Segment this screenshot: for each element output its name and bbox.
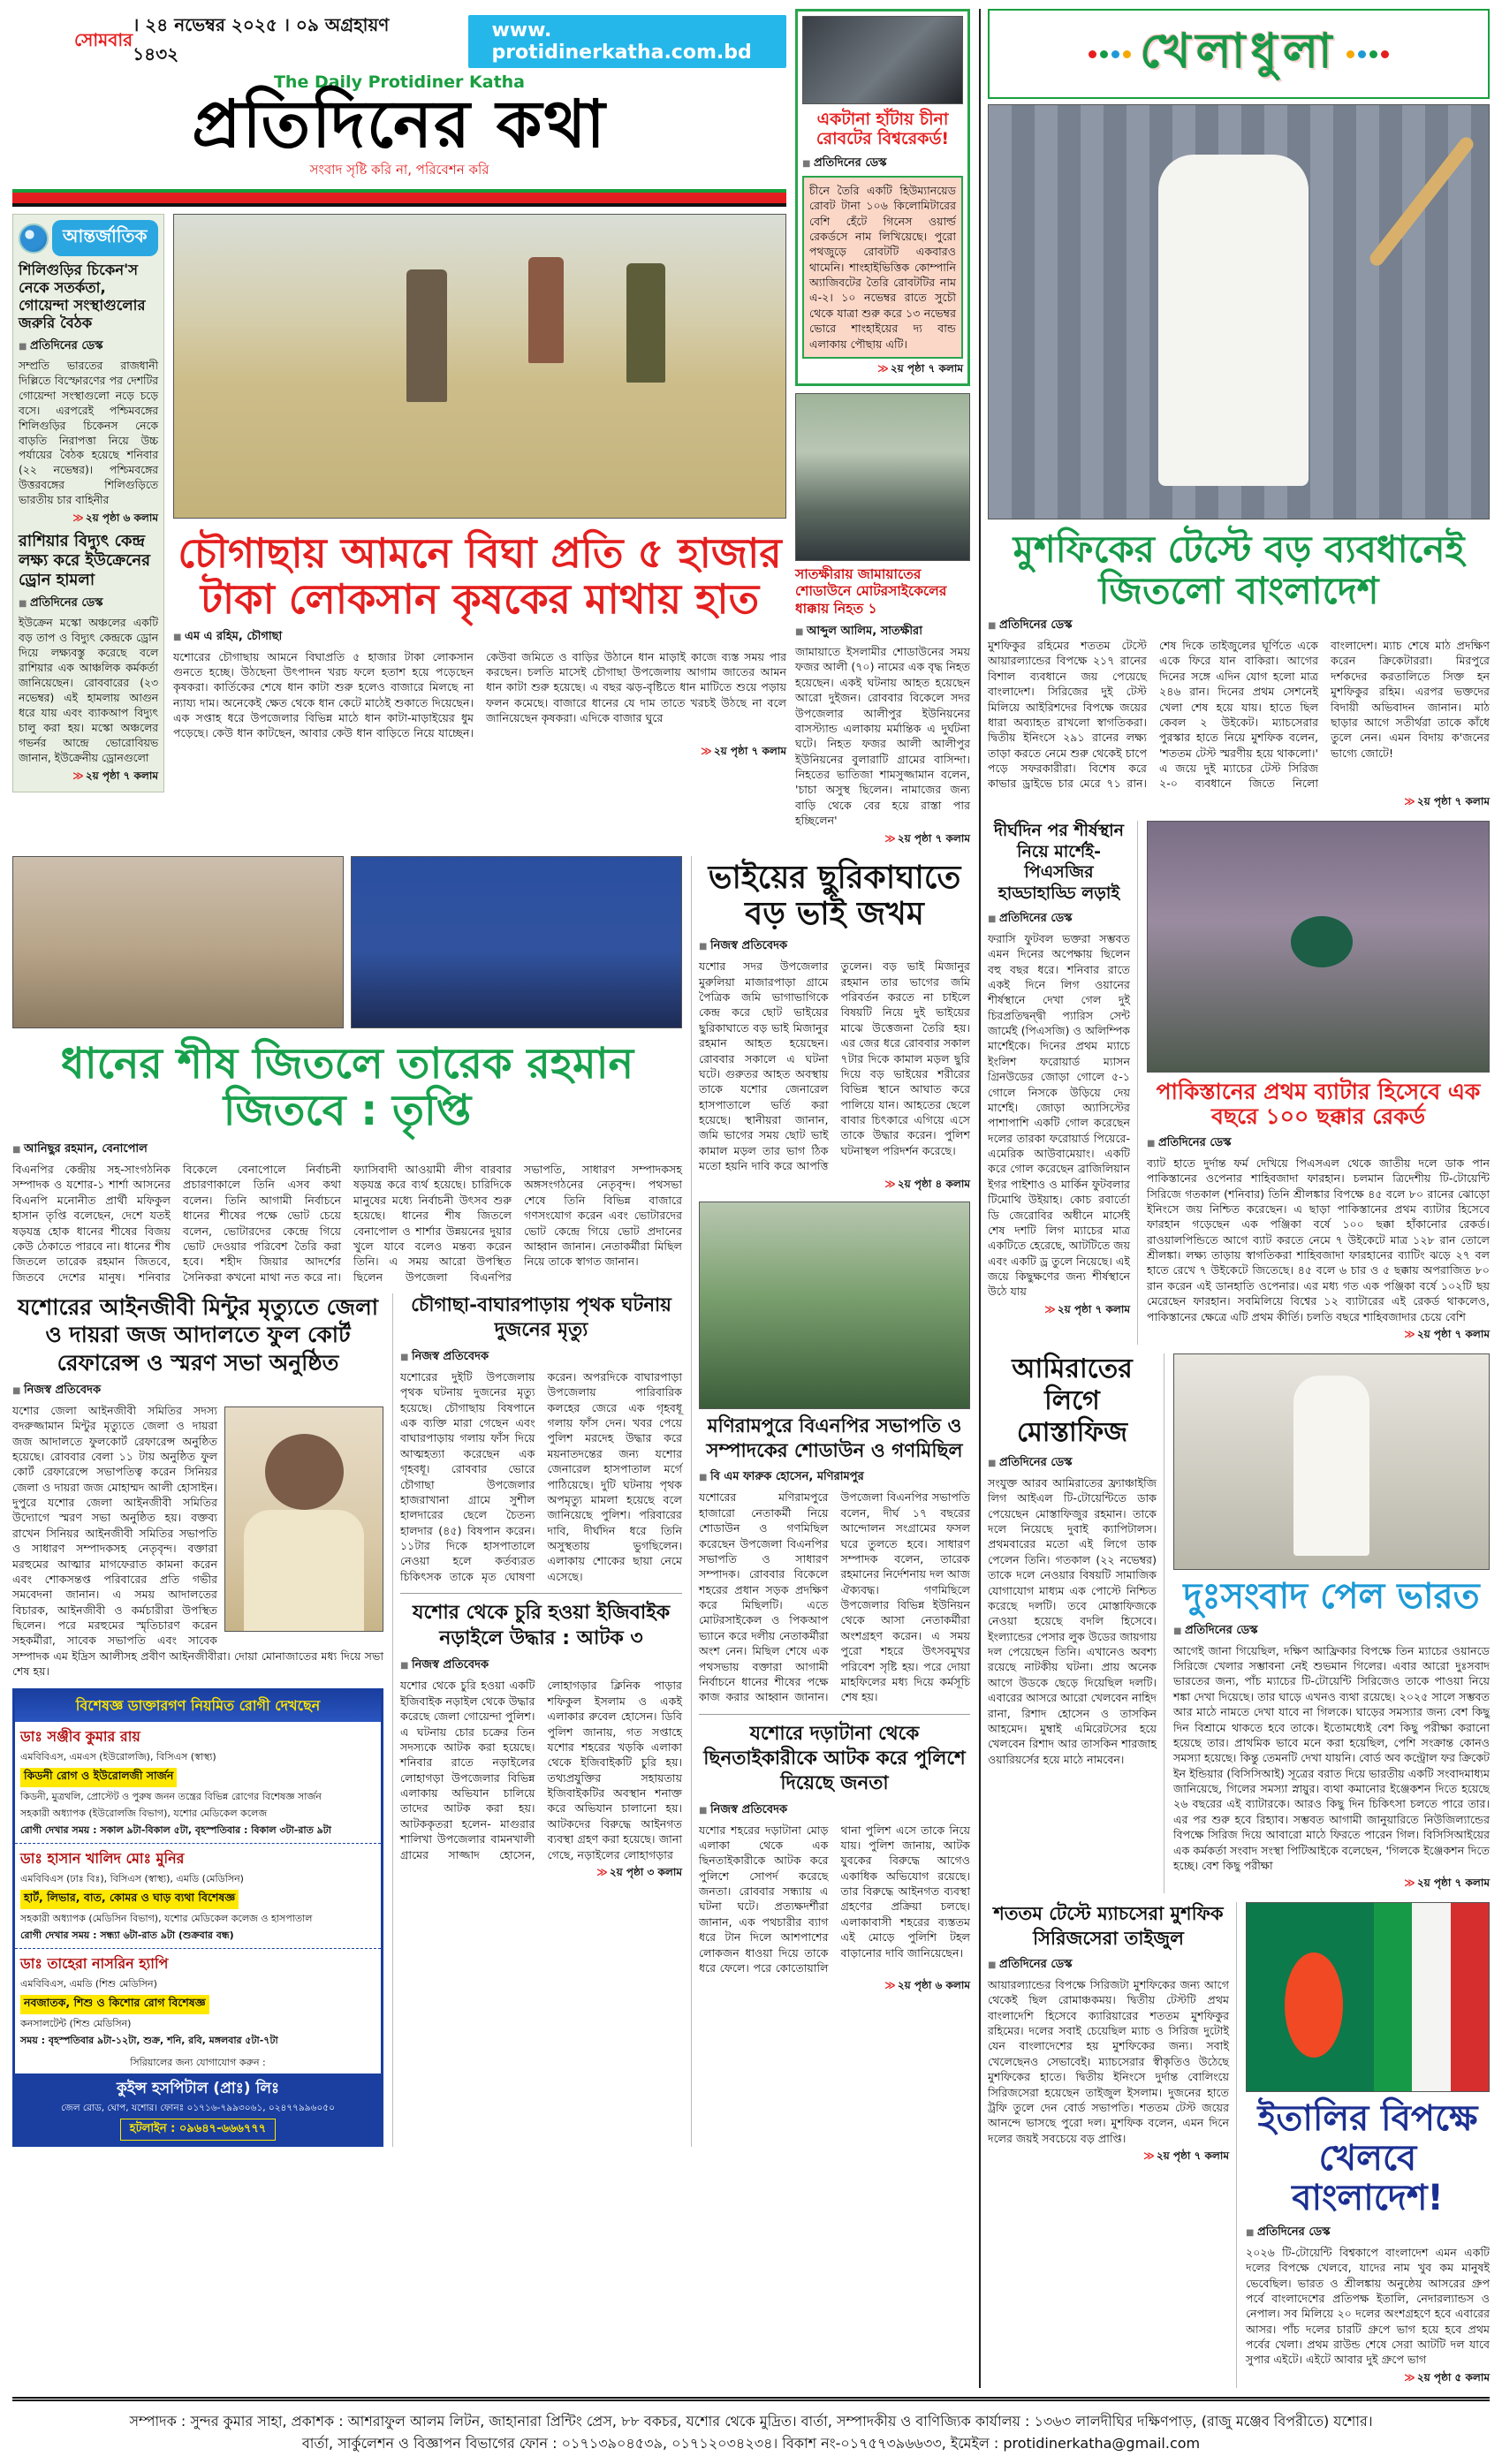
- india-byline: ■ প্রতিদিনের ডেস্ক: [1173, 1622, 1490, 1641]
- sports-banner: [988, 9, 1490, 99]
- photo-campaign-crowd: [12, 856, 344, 1028]
- satkhira-headline: সাতক্ষীরায় জামায়াতের শোডাউনে মোটরসাইকেলের ধাক্কায় নিহত ১: [795, 565, 947, 617]
- intl-byline-2: ■ প্রতিদিনের ডেস্ক: [19, 595, 158, 613]
- photo-lawyer-portrait: [224, 1406, 383, 1632]
- section-international: আন্তর্জাতিক: [52, 220, 158, 256]
- chougacha-deaths-byline: ■ নিজস্ব প্রতিবেদক: [400, 1348, 682, 1367]
- sports-decor-icons: [1089, 50, 1131, 58]
- monirampur-body: যশোরের মণিরামপুরে হাজারো নেতাকর্মী নিয়ে শোডাউন ও গণমিছিল করেছেন উপজেলা বিএনপির সভাপতি ও সাধারণ সম্পাদক। রোববার বিকেলে শহরের প্রধান সড়ক প্রদক্ষিণ করে মিছিলটি। এতে মোটরসাইকেল ও পিকআপ ভ্যানে করে দলীয় নেতাকর্মীরা অংশ নেন। মিছিল শেষে এক পথসভায় বক্তারা আগামী নির্বাচনে ধানের শীষের পক্ষে কাজ করার আহ্বান জানান। উপজেলা বিএনপির সভাপতি বলেন, দীর্ঘ ১৭ বছরের আন্দোলন সংগ্রামের ফসল ঘরে তুলতে হবে। সাধারণ সম্পাদক বলেন, তারেক রহমানের নির্দেশনায় দল আজ ঐক্যবদ্ধ। গণমিছিলে উপজেলার বিভিন্ন ইউনিয়ন থেকে আসা নেতাকর্মীরা অংশগ্রহণ করেন। এ সময় পুরো শহরে উৎসবমুখর পরিবেশ সৃষ্টি হয়। পরে দোয়া মাহফিলের মধ্য দিয়ে কর্মসূচি শেষ হয়।: [699, 1490, 970, 1704]
- ad-doctor-1: [15, 1722, 381, 1844]
- website-url[interactable]: www. protidinerkatha.com.bd: [468, 15, 786, 68]
- pak-record-headline: পাকিস্তানের প্রথম ব্যাটার হিসেবে এক বছরে ১০০ ছক্কার রেকর্ড: [1156, 1078, 1481, 1129]
- shototom-byline: ■ প্রতিদিনের ডেস্ক: [988, 1956, 1229, 1975]
- left-zone: [12, 9, 970, 2388]
- marseille-column: [988, 821, 1138, 1345]
- international-box: [12, 214, 164, 792]
- sports-banner-label: খেলাধুলা: [1140, 23, 1338, 79]
- intl-byline-1: ■ প্রতিদিনের ডেস্ক: [19, 337, 158, 356]
- doctor-hours: রোগী দেখার সময় : সন্ধ্যা ৬টা-রাত ৯টা (শুক্রবার বন্ধ): [20, 1929, 234, 1941]
- marseille-headline: দীর্ঘদিন পর শীর্ষস্থান নিয়ে মার্শেই-পিএসজির হাড্ডাহাড্ডি লড়াই: [993, 820, 1125, 904]
- india-body: আগেই জানা গিয়েছিল, দক্ষিণ আফ্রিকার বিপক্ষে তিন ম্যাচের ওয়ানডে সিরিজে খেলার সম্ভাবনা নেই শুভমান গিলের। এবার আরো দুঃসবাদ ভারতের জন্য, পাঁচ ম্যাচের টি-টোয়েন্টি সিরিজেও তাকে পাওয়া নিয়ে শঙ্কা দেখা দিয়েছে। তার ঘাড়ে এখনও ব্যথা রয়েছে। ২০২৫ সালে সম্ভবত আর মাঠে নামতে দেখা যাবে না গিলকে। ঘাড়ের সমস্যার জন্য বেশ কিছু দিন বিশ্রামে থাকতে হবে তাকে। ইতোমধ্যেই বেশ কিছু পরীক্ষা করানো হয়েছে তার। প্রাথমিক ভাবে মনে করা হয়েছিল, পেশি সংক্রান্ত কোনও সমস্যা হয়েছে। কিন্তু তেমনটি দেখা যায়নি। বোর্ড অব কন্ট্রোল ফর ক্রিকেট ইন ইন্ডিয়ার (বিসিসিআই) সূত্রের বরাত দিয়ে ভারতীয় একটি সংবাদমাধ্যম জানিয়েছে, গিলের সমস্যা স্নায়ুর। ব্যথা কমানোর ইঞ্জেকশন দিতে হয়েছে ২৬ বছরের এই ব্যাটারকে। আরও কিছু দিন চিকিৎসা চলতে পারে তার। এর পর শুরু হবে রিহ্যাব। সম্ভবত আগামী জানুয়ারিতে নিউজিল্যান্ডের বিপক্ষে সিরিজ দিয়ে আবারো মাঠে ফিরতে পারেন গিল। বিসিসিআইয়ের এক কর্মকর্তা সংবাদ সংস্থা পিটিআইকে বলেছেন, 'গিলকে ইঞ্জেকশন দিতে হচ্ছে। বেশ কিছু পরীক্ষা: [1173, 1643, 1490, 1872]
- tricolor-rule: [12, 189, 786, 208]
- page-ref: ≫ ২য় পৃষ্ঠা ৩ কলাম: [596, 1865, 682, 1878]
- newspaper-logo: প্রতিদিনের কথা: [192, 87, 607, 163]
- doratana-byline: ■ নিজস্ব প্রতিবেদক: [699, 1801, 970, 1820]
- date-text: । ২৪ নভেম্বর ২০২৫ । ০৯ অগ্রহায়ণ ১৪৩২: [133, 14, 390, 64]
- monirampur-byline: ■ বি এম ফারুক হোসেন, মণিরামপুর: [699, 1468, 970, 1487]
- ad-doctor-3: [15, 1949, 381, 2053]
- ezibike-headline: যশোর থেকে চুরি হওয়া ইজিবাইক নড়াইলে উদ্ধার : আটক ৩: [400, 1593, 682, 1651]
- doctor-name: ডাঃ সঞ্জীব কুমার রায়: [20, 1727, 140, 1745]
- doctor-credentials: এমবিবিএস, এমএস (ইউরোলজি), বিসিএস (স্বাস্থ্য): [20, 1750, 216, 1763]
- mushfiq-body: মুশফিকুর রহিমের শততম টেস্টে আয়ারল্যান্ডের বিপক্ষে ২১৭ রানের বিশাল ব্যবধানে জয় পেয়েছে বাংলাদেশ। সিরিজের দুই টেস্ট মিলিয়ে আইরিশদের বিপক্ষে জয়ের ধারা অব্যাহত রাখলো স্বাগতিকরা। দ্বিতীয় ইনিংসে ২৯১ রানের লক্ষ্য তাড়া করতে নেমে শুরু থেকেই চাপে পড়ে সফরকারীরা। বিশেষ করে কাভার ড্রাইভে চার মেরে ৭১ রান। শেষ দিকে তাইজুলের ঘূর্ণিতে একে একে ফিরে যান বাকিরা। আগের দিনের সঙ্গে এদিন যোগ হলো মাত্র ২৪৬ রান। দিনের প্রথম সেশনেই খেলা শেষ হয়ে যায়। হাতে ছিল কেবল ২ উইকেট। ম্যাচসেরার পুরস্কার হাতে নিয়ে মুশফিক বলেন, 'শততম টেস্ট স্মরণীয় হয়ে থাকলো।' এ জয়ে দুই ম্যাচের টেস্ট সিরিজ ২-০ ব্যবধানে জিতে নিলো বাংলাদেশ। ম্যাচ শেষে মাঠ প্রদক্ষিণ করেন ক্রিকেটাররা। মিরপুরে দর্শকদের করতালিতে সিক্ত হন মুশফিকুর রহিম। এরপর ভক্তদের বিদায়ী অভিবাদন জানান। মাঠ ছাড়ার আগে সতীর্থরা তাকে কাঁধে তুলে নেন। এমন বিদায় ক'জনের ভাগ্যে জোটে!: [988, 639, 1490, 791]
- intl-body-2: ইউক্রেন মস্কো অঞ্চলের একটি বড় তাপ ও বিদ্যুৎ কেন্দ্রকে ড্রোন দিয়ে লক্ষ্যবস্তু করেছে বলে রাশিয়ার এক আঞ্চলিক কর্মকর্তা জানিয়েছেন। রোববারের (২৩ নভেম্বর) এই হামলায় আগুন ধরে যায় এবং ব্যাকআপ বিদ্যুৎ চালু করা হয়। মস্কো অঞ্চলের গভর্নর আন্দ্রে ভোরোবিয়ভ জানান, ইউক্রেনীয় ড্রোনগুলো: [19, 617, 158, 764]
- shototom-body: আয়ারল্যান্ডের বিপক্ষে সিরিজটা মুশফিকের জন্য আগে থেকেই ছিল রোমাঞ্চকময়। দ্বিতীয় টেস্টটি প্রথম বাংলাদেশি হিসেবে ক্যারিয়ারের শততম মুশফিকুর রহিমের। দলের সবাই চেয়েছিল ম্যাচ ও সিরিজ দুটোই যেন বাংলাদেশের হয় মুশফিকের জন্য। সবাই খেলেছেনও সেভাবেই। ম্যাচসেরার স্বীকৃতিও উঠেছে মুশফিকের হাতে। দ্বিতীয় ইনিংসে দুর্দান্ত বোলিংয়ে সিরিজসেরা হয়েছেন তাইজুল ইসলাম। দুজনের হাতে ট্রফি তুলে দেন বোর্ড সভাপতি। শততম টেস্ট জয়ের আনন্দে ভাসছে পুরো দল। মুশফিক বলেন, এমন দিনে দলের জয়ই সবচেয়ে বড় প্রাপ্তি।: [988, 1977, 1229, 2145]
- masthead-and-lead: [12, 9, 786, 849]
- column-minto-ad: [12, 1293, 383, 2147]
- india-column: [1173, 1353, 1490, 1893]
- masthead: [12, 72, 786, 182]
- italy-headline: ইতালির বিপক্ষে খেলবে বাংলাদেশ!: [1257, 2098, 1478, 2218]
- monirampur-headline: মণিরামপুরে বিএনপির সভাপতি ও সম্পাদকের শোডাউন ও গণমিছিল: [706, 1414, 963, 1462]
- pak-record-column: [1147, 821, 1490, 1345]
- intl-headline-2: রাশিয়ার বিদ্যুৎ কেন্দ্র লক্ষ্য করে ইউক্রেনের ড্রোন হামলা: [19, 532, 151, 589]
- photo-mushfiq-batting: [988, 104, 1490, 519]
- page-ref: ≫ ২য় পৃষ্ঠা ৭ কলাম: [877, 361, 963, 375]
- dateline: [12, 9, 786, 71]
- satkhira-byline: ■ আব্দুল আলিম, সাতক্ষীরা: [795, 623, 970, 641]
- doctor-specialty: হার্ট, লিভার, বাত, কোমর ও ঘাড় ব্যথা বিশেষজ্ঞ: [20, 1890, 239, 1909]
- photo-motorcade: [795, 393, 970, 561]
- bhai-headline: ভাইয়ের ছুরিকাঘাতে বড় ভাই জখম: [708, 859, 961, 932]
- page-ref: ≫ ২য় পৃষ্ঠা ৬ কলাম: [72, 512, 158, 525]
- mustafiz-column: [988, 1353, 1164, 1893]
- page-ref: ≫ ২য় পৃষ্ঠা ৬ কলাম: [884, 1979, 970, 1992]
- doctor-detail: সহকারী অধ্যাপক (মেডিসিন বিভাগ), যশোর মেডিকেল কলেজ ও হাসপাতাল: [20, 1912, 313, 1924]
- doctor-credentials: এমবিবিএস (ঢাঃ বিঃ), বিসিএস (স্বাস্থ্য), এমডি (মেডিসিন): [20, 1872, 244, 1884]
- mushfiq-headline: মুশফিকের টেস্টে বড় ব্যবধানেই জিতলো বাংলাদেশ: [1013, 527, 1465, 613]
- photo-bangladesh-italy-flags: [1246, 1902, 1490, 2092]
- page-ref: ≫ ২য় পৃষ্ঠা ৭ কলাম: [1044, 1302, 1130, 1315]
- doctor-detail: সহকারী অধ্যাপক (ইউরোলজি বিভাগ), যশোর মেডিকেল কলেজ: [20, 1807, 268, 1819]
- robot-story-box: [795, 9, 970, 386]
- intl-headline-1: শিলিগুড়ির চিকেন'স নেকে সতর্কতা, গোয়েন্দা সংস্থাগুলোর জরুরি বৈঠক: [19, 262, 146, 331]
- dhaner-shish-headline: ধানের শীষ জিতলে তারেক রহমান জিতবে : তৃপ্তি: [60, 1038, 634, 1136]
- center-column: [795, 9, 970, 849]
- chougacha-deaths-headline: চৌগাছা-বাঘারপাড়ায় পৃথক ঘটনায় দুজনের মৃত্যু: [411, 1294, 671, 1341]
- pak-record-byline: ■ প্রতিদিনের ডেস্ক: [1147, 1134, 1490, 1153]
- doctor-specialty: কিডনী রোগ ও ইউরোলজী সার্জন: [20, 1768, 177, 1787]
- page-ref: ≫ ২য় পৃষ্ঠা ৭ কলাম: [701, 744, 786, 757]
- chougacha-deaths-body: যশোরের দুইটি উপজেলায় পৃথক ঘটনায় দুজনের মৃত্যু হয়েছে। চৌগাছায় বিষপানে এক ব্যক্তি মারা গেছেন এবং বাঘারপাড়ায় গলায় ফাঁস দিয়ে আত্মহত্যা করেছেন এক গৃহবধূ। রোববার ভোরে চৌগাছা উপজেলার হাজরাখানা গ্রামে সুশীল হালদারের ছেলে চৈতন্য হালদার (৪৫) বিষপান করেন। ১১টার দিকে হাসপাতালে নেওয়া হলে কর্তব্যরত চিকিৎসক তাকে মৃত ঘোষণা করেন। অপরদিকে বাঘারপাড়া উপজেলায় পারিবারিক কলহের জেরে এক গৃহবধূ গলায় ফাঁস দেন। খবর পেয়ে পুলিশ মরদেহ উদ্ধার করে ময়নাতদন্তের জন্য যশোর জেনারেল হাসপাতাল মর্গে পাঠিয়েছে। দুটি ঘটনায় পৃথক অপমৃত্যু মামলা হয়েছে বলে জানিয়েছে পুলিশ। পরিবারের দাবি, দীর্ঘদিন ধরে তিনি অসুস্থতায় ভুগছিলেন। এলাকায় শোকের ছায়া নেমে এসেছে।: [400, 1369, 682, 1583]
- doctor-detail: কিডনী, মুত্রথলি, প্রোস্টেট ও পুরুষ জনন তন্ত্রের বিভিন্ন রোগের বিশেষজ্ঞ সার্জন: [20, 1790, 322, 1802]
- column-crime: [392, 1293, 682, 2147]
- dhaner-shish-byline: ■ আনিছুর রহমান, বেনাপোল: [12, 1141, 682, 1159]
- doctor-detail: কনসালটেন্ট (শিশু মেডিসিন): [20, 2017, 132, 2029]
- photo-pakistan-batter: [1147, 821, 1490, 1073]
- robot-headline: একটানা হাঁটায় চীনা রোবটের বিশ্বরেকর্ড!: [815, 110, 950, 149]
- imprint-line-1: সম্পাদক : সুন্দর কুমার সাহা, প্রকাশক : আশরাফুল আলম লিটন, জাহানারা প্রিন্টিং প্রেস, ৮৮ বকচর, যশোর থেকে মুদ্রিত। বার্তা, সম্পাদকীয় ও বাণিজ্যিক কার্যালয় : ১৩৬৩ লালদীঘির দক্ষিণপাড়, (রাজু মঞ্জেব বিপরীতে) যশোর।: [129, 2412, 1373, 2430]
- photo-bnp-meeting: [351, 856, 682, 1028]
- minto-headline: যশোরের আইনজীবী মিন্টুর মৃত্যুতে জেলা ও দায়রা জজ আদালতে ফুল কোর্ট রেফারেন্স ও স্মরণ সভা অনুষ্ঠিত: [17, 1294, 379, 1376]
- column-bhai-monirampur: [691, 856, 970, 2147]
- globe-icon: [19, 224, 49, 254]
- dhaner-shish-body: বিএনপির কেন্দ্রীয় সহ-সাংগঠনিক সম্পাদক ও যশোর-১ শার্শা আসনের বিএনপি মনোনীত প্রার্থী মফিকুল হাসান তৃপ্তি বলেছেন, দেশে যতই ষড়যন্ত্র হোক ধানের শীষের বিজয় কেউ ঠেকাতে পারবে না। ধানের শীষ জিতলে তারেক রহমান জিতবে, জিতবে দেশের মানুষ। শনিবার বিকেলে বেনাপোলে নির্বাচনী প্রচারণাকালে তিনি এসব কথা বলেন। তিনি আগামী নির্বাচনে ধানের শীষের পক্ষে ভোট চেয়ে বলেন, ভোটারদের কেন্দ্রে গিয়ে ভোট দেওয়ার পরিবেশ তৈরি করা হবে। শহীদ জিয়ার আদর্শের সৈনিকরা কখনো মাথা নত করে না। ফ্যাসিবাদী আওয়ামী লীগ বারবার ষড়যন্ত্র করে ব্যর্থ হয়েছে। চারিদিকে মানুষের মধ্যে নির্বাচনী উৎসব শুরু হয়েছে। ধানের শীষ জিতলে বেনাপোল ও শার্শার উন্নয়নের দুয়ার খুলে যাবে বলেও মন্তব্য করেন তিনি। এ সময় আরো উপস্থিত ছিলেন উপজেলা বিএনপির সভাপতি, সাধারণ সম্পাদকসহ অঙ্গসংগঠনের নেতৃবৃন্দ। পথসভা শেষে তিনি বিভিন্ন বাজারে গণসংযোগ করেন এবং ভোটারদের ভোট কেন্দ্রে গিয়ে ভোট প্রদানের আহ্বান জানান। নেতাকর্মীরা মিছিল নিয়ে তাকে স্বাগত জানান।: [12, 1163, 682, 1284]
- hospital-ad: [12, 1688, 383, 2147]
- sports-section: [979, 9, 1490, 2388]
- mustafiz-headline: আমিরাতের লিগে মোস্তাফিজ: [1012, 1353, 1133, 1448]
- lead-body: যশোরের চৌগাছায় আমনে বিঘাপ্রতি ৫ হাজার টাকা লোকসান গুনতে হচ্ছে। উঠছেনা উৎপাদন খরচ ফলে হতাশ হয়ে পড়েছেন কৃষকরা। কার্তিকের শেষে ধান কাটা শুরু হলেও বাজারে মিলছে না ন্যায্য দাম। অনেকেই ক্ষেত থেকে ধান কেটে মাঠেই শুকাতে দিয়েছেন। এক সপ্তাহ ধরে উপজেলার বিভিন্ন মাঠে ধান কাটা-মাড়াইয়ের ধুম পড়েছে। কেউ ধান কাটছেন, আবার কেউ ধান বাড়িতে নিয়ে যাচ্ছেন। কেউবা জমিতে ও বাড়ির উঠানে ধান মাড়াই কাজে ব্যস্ত সময় পার করছেন। চলতি মাসেই চৌগাছা উপজেলায় আগাম জাতের আমন ধান কাটা শুরু হয়েছে। এ বছর ঝড়-বৃষ্টিতে ধান মাটিতে শুয়ে পড়ায় ফলন কমেছে। বাজারে ধানের যে দাম তাতে খরচই উঠছে না বলে জানিয়েছেন কৃষকরা। এদিকে বাজার ঘুরে: [173, 649, 786, 740]
- mushfiq-byline: ■ প্রতিদিনের ডেস্ক: [988, 617, 1490, 635]
- hospital-name: কুইন্স হসপিটাল (প্রাঃ) লিঃ: [116, 2079, 280, 2097]
- band-left: [12, 856, 682, 2147]
- doratana-body: যশোর শহরের দড়াটানা মোড় এলাকা থেকে এক ছিনতাইকারীকে আটক করে পুলিশে সোপর্দ করেছে জনতা। রোববার সন্ধ্যায় এ ঘটনা ঘটে। প্রত্যক্ষদর্শীরা জানান, এক পথচারীর ব্যাগ ধরে টান দিলে আশপাশের লোকজন ধাওয়া দিয়ে তাকে ধরে ফেলে। পরে কোতোয়ালি থানা পুলিশ এসে তাকে নিয়ে যায়। পুলিশ জানায়, আটক যুবকের বিরুদ্ধে আগেও একাধিক অভিযোগ রয়েছে। তার বিরুদ্ধে আইনগত ব্যবস্থা গ্রহণের প্রক্রিয়া চলছে। এলাকাবাসী শহরের ব্যস্ততম এই মোড়ে পুলিশি টহল বাড়ানোর দাবি জানিয়েছেন।: [699, 1823, 970, 1975]
- lead-headline: চৌগাছায় আমনে বিঘা প্রতি ৫ হাজার টাকা লোকসান কৃষকের মাথায় হাত: [178, 529, 782, 623]
- page-ref: ≫ ২য় পৃষ্ঠা ৭ কলাম: [1404, 794, 1490, 807]
- doctor-hours: সময় : বৃহস্পতিবার ৯টা-১২টা, শুক্র, শনি, রবি, মঙ্গলবার ৫টা-৭টা: [20, 2034, 278, 2046]
- page-ref: ≫ ২য় পৃষ্ঠা ৭ কলাম: [1404, 1876, 1490, 1890]
- page-ref: ≫ ২য় পৃষ্ঠা ৭ কলাম: [1404, 1327, 1490, 1340]
- hospital-address: জেল রোড, ঘোপ, যশোর। ফোনঃ ০১৭১৬-৭৯৯৩০৬১, ০২৪৭৭৯৯৬০৫০: [61, 2102, 335, 2113]
- doctor-name: ডাঃ তাহেরা নাসরিন হ্যাপি: [20, 1954, 169, 1972]
- doctor-name: ডাঃ হাসান খালিদ মোঃ মুনির: [20, 1849, 185, 1867]
- lead-story: [173, 214, 786, 792]
- weekday: সোমবার: [74, 28, 133, 50]
- photo-indian-cricketer: [1173, 1353, 1490, 1570]
- italy-column: [1246, 1902, 1490, 2387]
- page-ref: ≫ ২য় পৃষ্ঠা ৫ কলাম: [1404, 2370, 1490, 2384]
- shototom-headline: শততম টেস্টে ম্যাচসেরা মুশফিক সিরিজসেরা তাইজুল: [993, 1903, 1224, 1949]
- page-ref: ≫ ২য় পৃষ্ঠা ৪ কলাম: [884, 1177, 970, 1190]
- imprint-line-2[interactable]: বার্তা, সার্কুলেশন ও বিজ্ঞাপন বিভাগের ফোন : ০১৭১৩৯০৪৫৩৯, ০১৭১২০৩৪২৩৪। বিকাশ নং-০১৭৫৭৩৯৬৬৩৩, ইমেইল : protidinerkatha@gmail.com: [301, 2435, 1201, 2453]
- marseille-byline: ■ প্রতিদিনের ডেস্ক: [988, 910, 1130, 929]
- doctor-credentials: এমবিবিএস, এমডি (শিশু মেডিসিন): [20, 1977, 157, 1990]
- doctor-hours: রোগী দেখার সময় : সকাল ৯টা-বিকাল ৫টা, বৃহস্পতিবার : বিকাল ৩টা-রাত ৯টা: [20, 1823, 331, 1836]
- pak-record-body: ব্যাট হাতে দুর্দান্ত ফর্ম দেখিয়ে পিএসএল থেকে জাতীয় দলে ডাক পান পাকিস্তানের ওপেনার শাহিবজাদা ফারহান। চলমান ত্রিদেশীয় টি-টোয়েন্টি সিরিজে গতকাল (শনিবার) তিনি শ্রীলঙ্কার বিপক্ষে ৪৫ বলে ৮০ রানের ঝোড়ো ইনিংসে জয় নিশ্চিত করেছেন। এ ছাড়া পাকিস্তানের প্রথম ব্যাটার হিসেবে ফারহান গড়েছেন এক পঞ্জিকা বর্ষে ১০০ ছক্কা হাঁকানোর রেকর্ড। রাওয়ালপিন্ডিতে আগে ব্যাট করতে নেমে ৭ উইকেটে মাত্র ১২৮ রান তোলে শ্রীলঙ্কা। লক্ষ্য তাড়ায় স্বাগতিকরা শাহিবজাদা ফারহানের ব্যাটিং ঝড়ে ২৭ বল হাতে রেখে ৭ উইকেটে জিতেছে। ৪৫ বলে ৬ চার ও ৫ ছক্কায় অপরাজিত ৮০ রান করেন এই ডানহাতি ওপেনার। এর মধ্য গত এক পঞ্জিকা বর্ষে ১০২টি ছয় মেরেছেন ফারহান। সবমিলিয়ে বিশ্বের ১২ ব্যাটারের এই রেকর্ড থাকলেও, পাকিস্তানের ক্ষেত্রে এটি প্রথম কীর্তি। চলতি বছরে শাহিবজাদার চেয়ে বেশি: [1147, 1156, 1490, 1323]
- doctor-specialty: নবজাতক, শিশু ও কিশোর রোগ বিশেষজ্ঞ: [20, 1995, 209, 2014]
- sports-decor-icons: [1346, 50, 1389, 58]
- ad-serial-note: সিরিয়ালের জন্য যোগাযোগ করুন :: [130, 2056, 266, 2068]
- marseille-body: ফরাসি ফুটবল ভক্তরা সম্ভবত এমন দিনের অপেক্ষায় ছিলেন বহু বছর ধরে। শনিবার রাতে একই দিনে লিগ ওয়ানের শীর্ষস্থানে দেখা গেল দুই চিরপ্রতিদ্বন্দ্বী প্যারিস সেন্ট জার্মেই (পিএসজি) ও অলিম্পিক মার্শেইকে। দিনের প্রথম ম্যাচে ইংলিশ ফরোয়ার্ড ম্যাসন গ্রিনউডের জোড়া গোলে ৫-১ গোলে নিসকে উড়িয়ে দেয় মার্শেই। জোড়া অ্যাসিস্টের পাশাপাশি একটি গোল করেছেন দলের তারকা ফরোয়ার্ড পিয়েরে-এমেরিক আউবামেয়াং। একটি করে গোল করেছেন ব্রাজিলিয়ান ইগর পাইশাও ও মার্কিন ফুটবলার টিমোথি উইয়াহ। কোচ রবার্তো ডি জেরোবির অধীনে মার্সেই শেষ দশটি লিগ ম্যাচের মাত্র একটিতে হেরেছে, আটটিতে জয় এবং একটি ড্র তুলে নিয়েছে। এই জয়ে কিছুক্ষণের জন্য শীর্ষস্থানে উঠে যায়: [988, 931, 1130, 1299]
- english-title: The Daily Protidiner Katha: [273, 72, 526, 92]
- italy-body: ২০২৬ টি-টোয়েন্টি বিশ্বকাপে বাংলাদেশ এমন একটি দলের বিপক্ষে খেলবে, যাদের নাম খুব কম মানুষই ভেবেছিল। ভারত ও শ্রীলঙ্কায় অনুষ্ঠেয় আসরের গ্রুপ পর্বে বাংলাদেশের প্রতিপক্ষ ইতালি, নেদারল্যান্ডস ও নেপাল। সব মিলিয়ে ২০ দলের অংশগ্রহণে হবে এবারের আসর। পাঁচ দলের চারটি গ্রুপে ভাগ হয়ে হবে প্রথম পর্বের খেলা। প্রথম রাউন্ড শেষে সেরা আটটি দল যাবে সুপার এইটে। এইটে আবার দুই গ্রুপে ভাগ: [1246, 2245, 1490, 2367]
- page-ref: ≫ ২য় পৃষ্ঠা ৭ কলাম: [884, 831, 970, 845]
- page-ref: ≫ ২য় পৃষ্ঠা ৭ কলাম: [1143, 2149, 1229, 2163]
- mustafiz-byline: ■ প্রতিদিনের ডেস্ক: [988, 1454, 1157, 1473]
- bhai-byline: ■ নিজস্ব প্রতিবেদক: [699, 937, 970, 956]
- photo-bnp-procession: [699, 1202, 970, 1409]
- photo-farmers-paddy-field: [173, 214, 786, 519]
- ezibike-byline: ■ নিজস্ব প্রতিবেদক: [400, 1657, 682, 1675]
- minto-byline: ■ নিজস্ব প্রতিবেদক: [12, 1382, 383, 1400]
- minto-body: যশোর জেলা আইনজীবী সমিতির সদস্য বদরুজ্জামান মিন্টুর মৃত্যুতে জেলা ও দায়রা জজ আদালতে ফুলকোর্ট রেফারেন্স অনুষ্ঠিত হয়েছে। রোববার বেলা ১১ টায় অনুষ্ঠিত ফুল কোর্ট রেফারেন্সে সভাপতিত্ব করেন সিনিয়র জেলা ও দায়রা জজ মোহাম্মদ আলী হোসাইন। দুপুরে যশোর জেলা আইনজীবী সমিতির উদ্যোগে স্মরণ সভা অনুষ্ঠিত হয়। বক্তব্য রাখেন সিনিয়র আইনজীবী সমিতির সভাপতি ও সাধারণ সম্পাদকসহ নেতৃবৃন্দ। বক্তারা মরহুমের আত্মার মাগফেরাত কামনা করেন এবং শোকসন্তপ্ত পরিবারের প্রতি গভীর সমবেদনা জানান। এ সময় আদালতের বিচারক, আইনজীবী ও কর্মচারীরা উপস্থিত ছিলেন। পরে মরহুমের স্মৃতিচারণ করেন সহকর্মীরা, সাবেক সভাপতি এবং সাবেক সম্পাদক এম ইদ্রিস আলীসহ প্রবীণ আইনজীবীরা। দোয়া মোনাজাতের মধ্য দিয়ে সভা শেষ হয়।: [12, 1403, 383, 1679]
- ad-doctor-2: [15, 1844, 381, 1949]
- shototom-column: [988, 1902, 1237, 2387]
- tagline: সংবাদ সৃষ্টি করি না, পরিবেশন করি: [309, 162, 489, 178]
- lead-byline: ■ এম এ রহিম, চৌগাছা: [173, 628, 786, 647]
- intl-body-1: সম্প্রতি ভারতের রাজধানী দিল্লিতে বিস্ফোরণের পর দেশটির গোয়েন্দা সংস্থাগুলো নড়ে চড়ে বসে। এরপরেই পশ্চিমবঙ্গের শিলিগুড়ির চিকেনস নেকে বাড়তি নিরাপত্তা নিয়ে উচ্চ পর্যায়ের বৈঠক হয়েছে শনিবার (২২ নভেম্বর)। পশ্চিমবঙ্গের উত্তরবঙ্গের শিলিগুড়িতে ভারতীয় চার বাহিনীর: [19, 359, 158, 507]
- mustafiz-body: সংযুক্ত আরব আমিরাতের ফ্র্যাঞ্চাইজি লিগ আইএল টি-টোয়েন্টিতে ডাক পেয়েছেন মোস্তাফিজুর রহমান। তাকে দলে নিয়েছে দুবাই ক্যাপিটালস। প্রথমবারের মতো এই লিগে ডাক পেলেন তিনি। গতকাল (২২ নভেম্বর) তাকে দলে নেওয়ার বিষয়টি সামাজিক যোগাযোগ মাধ্যম এক পোস্টে নিশ্চিত করেছে দলটি। তবে মোস্তাফিজকে নেওয়া হয়েছে বদলি হিসেবে। ইংল্যান্ডের পেসার লুক উডের জায়গায় দল পেয়েছেন তিনি। এখানেও অবশ্য রয়েছে নাটকীয় ঘটনা। প্রায় অনেক আগে উডকে ছেড়ে দিয়েছিল দলটি। এবারের আসরে আরো খেলবেন নাহিদ রানা, রিশাদ হোসেন ও তাসকিন আহমেদ। মুম্বাই এমিরেটসের হয়ে খেলবেন রিশাদ আর তাসকিন শারজাহ ওয়ারিয়র্সের হয়ে মাঠে নামবেন।: [988, 1475, 1157, 1766]
- hospital-hotline: হটলাইন : ০৯৬৪৭-৬৬৬৭৭৭: [120, 2119, 276, 2141]
- ad-title: বিশেষজ্ঞ ডাক্তারগণ নিয়মিত রোগী দেখছেন: [15, 1691, 381, 1722]
- doratana-headline: যশোরে দড়াটানা থেকে ছিনতাইকারীকে আটক করে পুলিশে দিয়েছে জনতা: [699, 1714, 970, 1796]
- india-headline: দুঃসংবাদ পেল ভারত: [1183, 1575, 1480, 1617]
- satkhira-body: জামায়াতে ইসলামীর শোডাউনের সময় ফজর আলী (৭০) নামের এক বৃদ্ধ নিহত হয়েছেন। একই ঘটনায় আহত হয়েছেন আরো দুইজন। রোববার বিকেলে সদর উপজেলার আলীপুর ইউনিয়নের বাসস্ট্যান্ড এলাকায় মর্মান্তিক এ দুর্ঘটনা ঘটে। নিহত ফজর আলী আলীপুর ইউনিয়নের বুলারাটি গ্রামের বাসিন্দা। নিহতের ভাতিজা শামসুজ্জামান বলেন, 'চাচা অসুস্থ ছিলেন। নামাজের জন্য বাড়ি থেকে বের হয়ে রাস্তা পার হচ্ছিলেন': [795, 645, 970, 828]
- robot-byline: ■ প্রতিদিনের ডেস্ক: [802, 155, 963, 173]
- ad-hospital-footer: [15, 2074, 381, 2144]
- robot-body: চীনে তৈরি একটি হিউম্যানয়েড রোবট টানা ১০৬ কিলোমিটারের বেশি হেঁটে গিনেস ওয়ার্ল্ড রেকর্ডসে নাম লিখিয়েছে। পুরো পথজুড়ে রোবটটি একবারও থামেনি। শাংহাইভিত্তিক কোম্পানি অ্যাজিবটের তৈরি রোবটটির নাম এ-২। ১০ নভেম্বর রাতে সুচৌ থেকে যাত্রা শুরু করে ১৩ নভেম্বর ভোরে শাংহাইয়ের দ্য বান্ড এলাকায় পৌছায় এটি।: [802, 176, 963, 359]
- italy-byline: ■ প্রতিদিনের ডেস্ক: [1246, 2224, 1490, 2242]
- photo-humanoid-robot: [802, 16, 963, 104]
- page-ref: ≫ ২য় পৃষ্ঠা ৭ কলাম: [72, 769, 158, 782]
- imprint-footer: [12, 2397, 1490, 2459]
- bhai-body: যশোর সদর উপজেলার মুরুলিয়া মাজারপাড়া গ্রামে পৈত্রিক জমি ভাগাভাগিকে কেন্দ্র করে ছোট ভাইয়ের ছুরিকাঘাতে বড় ভাই মিজানুর রহমান আহত হয়েছেন। রোববার সকালে এ ঘটনা ঘটে। গুরুতর আহত অবস্থায় তাকে যশোর জেনারেল হাসপাতালে ভর্তি করা হয়েছে। স্থানীয়রা জানান, জমি ভাগের সময় ছোট ভাই কামাল মড়ল তার ভাগ ঠিক মতো হয়নি দাবি করে আপত্তি তুলেন। বড় ভাই মিজানুর রহমান তার ভাগের জমি পরিবর্তন করতে না চাইলে বিষয়টি নিয়ে দুই ভাইয়ের মাঝে উত্তেজনা তৈরি হয়। এর জের ধরে রোববার সকাল ৭টার দিকে কামাল মড়ল ছুরি দিয়ে বড় ভাইয়ের শরীরের বিভিন্ন স্থানে আঘাত করে পালিয়ে যান। আহতের ছেলে বাবার চিৎকারে এগিয়ে এসে তাকে উদ্ধার করেন। পুলিশ ঘটনাস্থল পরিদর্শন করেছে।: [699, 959, 970, 1173]
- ezibike-body: যশোর থেকে চুরি হওয়া একটি ইজিবাইক নড়াইল থেকে উদ্ধার করেছে জেলা গোয়েন্দা পুলিশ। এ ঘটনায় চোর চক্রের তিন সদস্যকে আটক করা হয়েছে। শনিবার রাতে নড়াইলের লোহাগড়া উপজেলার বিভিন্ন এলাকায় অভিযান চালিয়ে তাদের আটক করা হয়। আটককৃতরা হলেন- মাগুরার শালিখা উপজেলার বামনখালী গ্রামের সাজ্জাদ হোসেন, লোহাগড়ার ক্লিনিক পাড়ার শফিকুল ইসলাম ও একই এলাকার রুবেল হোসেন। ডিবি পুলিশ জানায়, গত সপ্তাহে যশোর শহরের খড়কি এলাকা থেকে ইজিবাইকটি চুরি হয়। তথ্যপ্রযুক্তির সহায়তায় ইজিবাইকটির অবস্থান শনাক্ত করে অভিযান চালানো হয়। আটকদের বিরুদ্ধে আইনগত ব্যবস্থা গ্রহণ করা হয়েছে। জানা গেছে, নড়াইলের লোহাগড়ার: [400, 1679, 682, 1861]
